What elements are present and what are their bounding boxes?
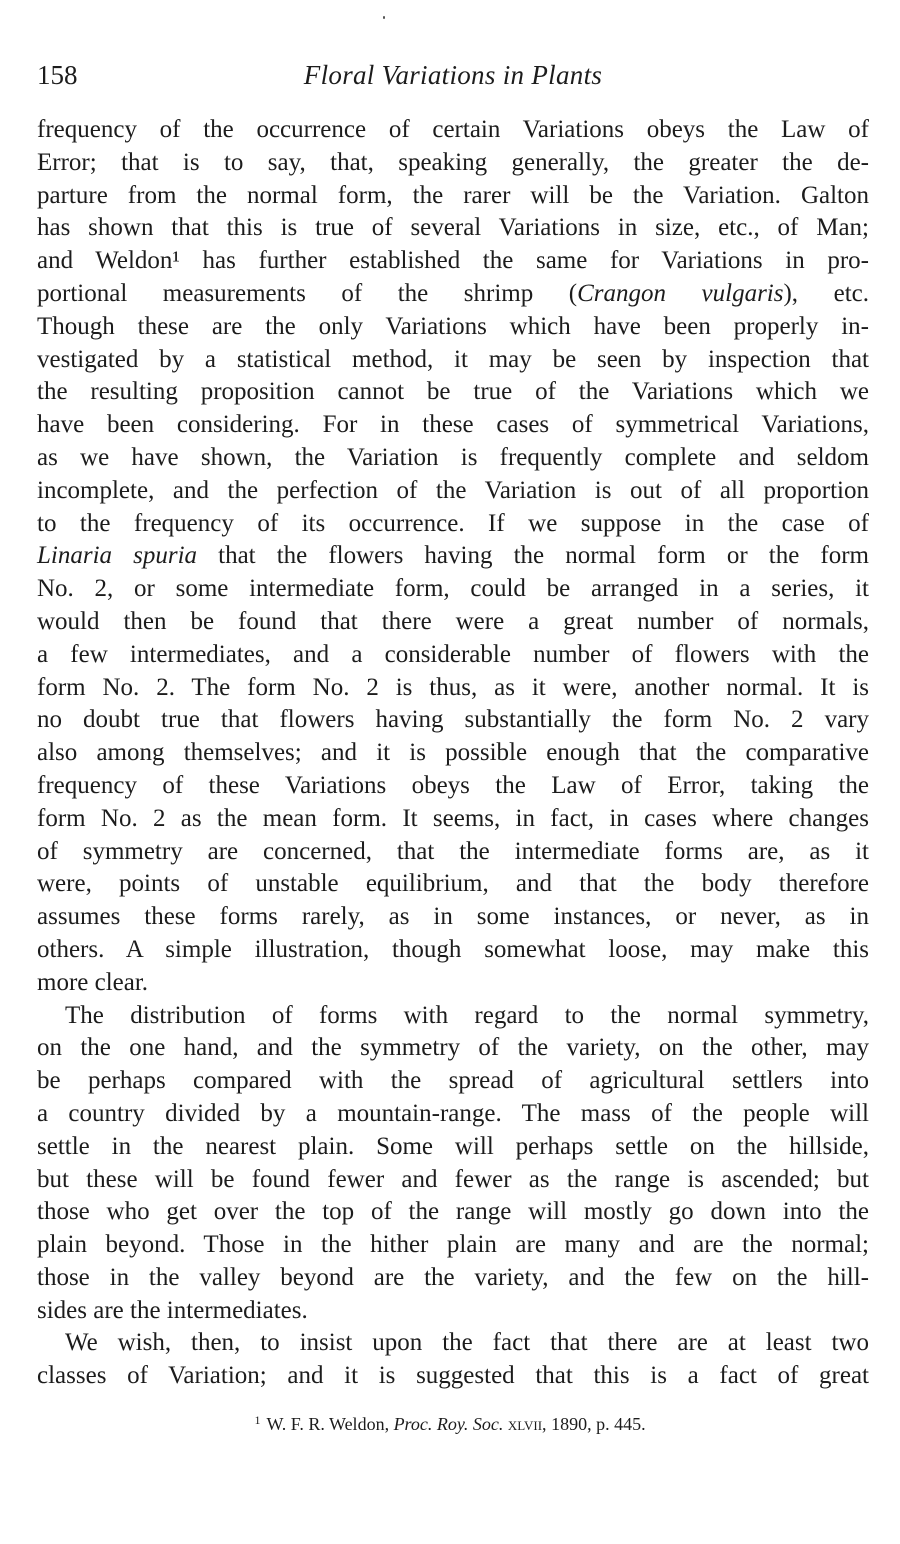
running-title: Floral Variations in Plants xyxy=(303,60,603,90)
text-line: Error; that is to say, that, speaking generally, the greater the de- xyxy=(37,148,869,176)
text-line: and Weldon¹ has further established the same for Variations in pro- xyxy=(37,247,869,275)
text-line: classes of Variation; and it is suggested that this is a fact of great xyxy=(37,1362,869,1390)
text-line: frequency of these Variations obeys the Law of Error, taking the xyxy=(37,771,869,799)
text-line: a country divided by a mountain-range. The mass of the people will xyxy=(37,1099,869,1127)
text-line: Linaria spuria that the flowers having the normal form or the form xyxy=(37,542,869,570)
text-line: but these will be found fewer and fewer as the range is ascended; but xyxy=(37,1165,869,1193)
text-line: plain beyond. Those in the hither plain are many and are the normal; xyxy=(37,1231,869,1259)
text-line: sides are the intermediates. xyxy=(37,1296,308,1324)
print-speck xyxy=(383,16,385,19)
paragraph-1 xyxy=(37,114,869,1000)
text-line: vestigated by a statistical method, it may be seen by inspection that xyxy=(37,345,869,373)
text-line: were, points of unstable equilibrium, and that the body therefore xyxy=(37,870,869,898)
text-line: We wish, then, to insist upon the fact that there are at least two xyxy=(65,1329,869,1357)
body-text xyxy=(37,114,869,1393)
text-line: others. A simple illustration, though somewhat loose, may make this xyxy=(37,935,869,963)
text-line: would then be found that there were a great number of normals, xyxy=(37,607,869,635)
running-head xyxy=(37,58,869,98)
text-line: the resulting proposition cannot be true of the Variations which we xyxy=(37,378,869,406)
page-number: 158 xyxy=(37,60,78,90)
text-line: form No. 2. The form No. 2 is thus, as it were, another normal. It is xyxy=(37,673,869,701)
text-line: assumes these forms rarely, as in some instances, or never, as in xyxy=(37,903,869,931)
footnote-journal: Proc. Roy. Soc. xyxy=(393,1414,504,1434)
text-line: those who get over the top of the range will mostly go down into the xyxy=(37,1198,869,1226)
text-line: have been considering. For in these cases of symmetrical Variations, xyxy=(37,411,869,439)
text-line: No. 2, or some intermediate form, could be arranged in a series, it xyxy=(37,575,869,603)
text-line: to the frequency of its occurrence. If we suppose in the case of xyxy=(37,509,869,537)
paragraph-2 xyxy=(37,1000,869,1328)
text-line: of symmetry are concerned, that the intermediate forms are, as it xyxy=(37,837,869,865)
text-line: form No. 2 as the mean form. It seems, in fact, in cases where changes xyxy=(37,804,869,832)
text-line: portional measurements of the shrimp (Crangon vulgaris), etc. xyxy=(37,279,869,307)
footnote-marker: 1 xyxy=(254,1413,261,1427)
footnote-year-page: 1890, p. 445. xyxy=(551,1414,646,1434)
text-line: on the one hand, and the symmetry of the variety, on the other, may xyxy=(37,1034,869,1062)
text-line: The distribution of forms with regard to the normal symmetry, xyxy=(65,1001,869,1029)
text-line: no doubt true that flowers having substantially the form No. 2 vary xyxy=(37,706,869,734)
text-line: those in the valley beyond are the variety, and the few on the hill- xyxy=(37,1263,869,1291)
text-line: as we have shown, the Variation is frequently complete and seldom xyxy=(37,443,869,471)
paragraph-3 xyxy=(37,1327,869,1393)
text-line: be perhaps compared with the spread of agricultural settlers into xyxy=(37,1067,869,1095)
text-line: a few intermediates, and a considerable number of flowers with the xyxy=(37,640,869,668)
text-line: incomplete, and the perfection of the Variation is out of all proportion xyxy=(37,476,869,504)
footnote-author: W. F. R. Weldon, xyxy=(266,1414,390,1434)
text-line: has shown that this is true of several Variations in size, etc., of Man; xyxy=(37,214,869,242)
footnote xyxy=(0,1408,900,1436)
text-line: parture from the normal form, the rarer will be the Variation. Galton xyxy=(37,181,869,209)
text-line: more clear. xyxy=(37,968,149,996)
text-line: Though these are the only Variations which have been properly in- xyxy=(37,312,869,340)
footnote-volume: xlvii, xyxy=(507,1414,547,1434)
text-line: frequency of the occurrence of certain Variations obeys the Law of xyxy=(37,116,869,143)
text-line: also among themselves; and it is possible enough that the comparative xyxy=(37,739,869,767)
text-line: settle in the nearest plain. Some will perhaps settle on the hillside, xyxy=(37,1132,869,1160)
